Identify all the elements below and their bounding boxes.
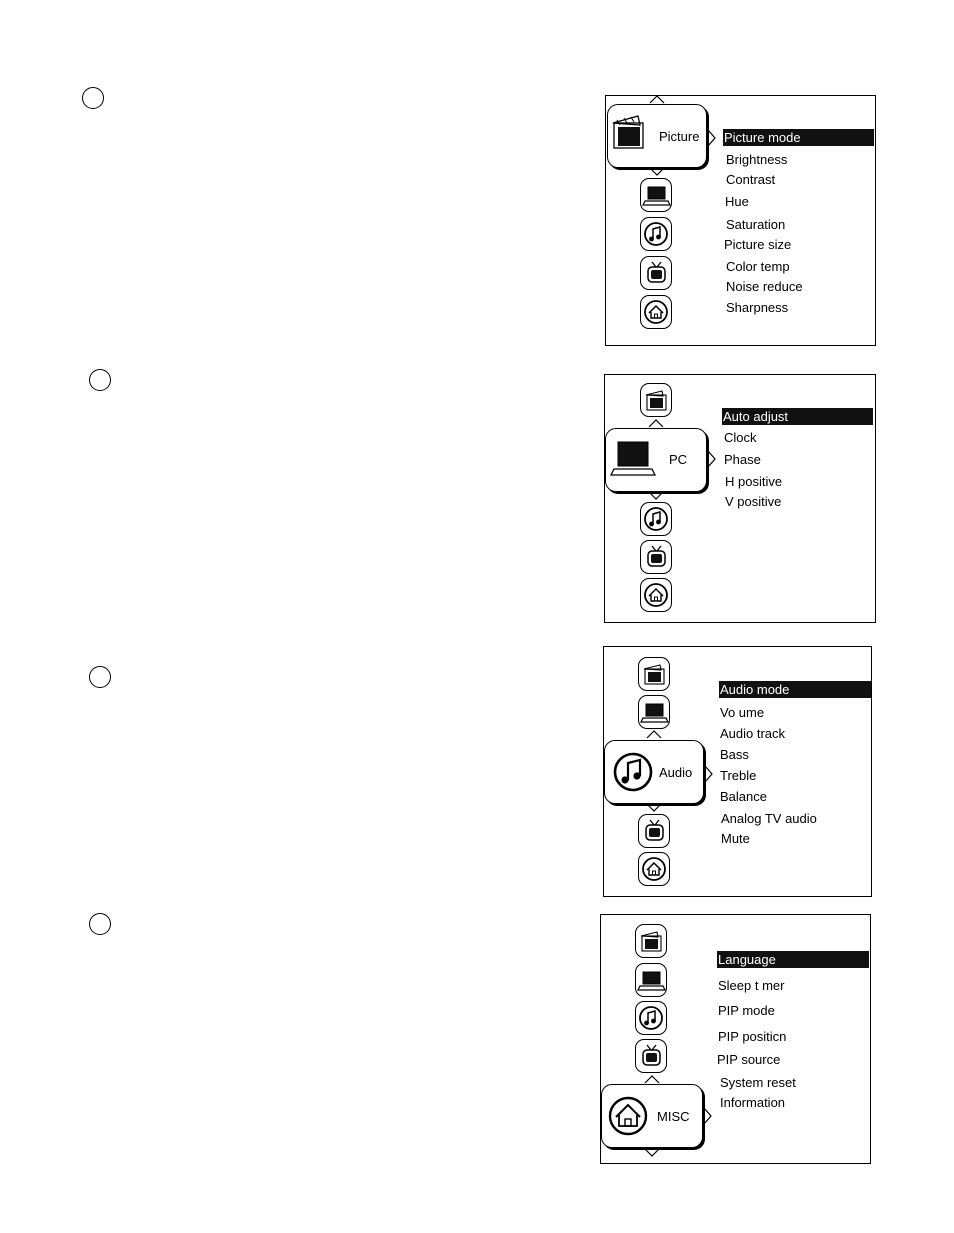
menu-item-brightness[interactable]: Brightness (726, 152, 788, 167)
tv-icon (641, 541, 673, 575)
home-icon (641, 296, 673, 330)
menu-item-sharpness[interactable]: Sharpness (726, 300, 789, 315)
laptop-icon (641, 179, 673, 213)
up-arrow-icon (647, 731, 661, 739)
category-title: MISC (657, 1109, 690, 1124)
home-icon (639, 853, 671, 887)
menu-item-auto-adjust[interactable]: Auto adjust (722, 408, 873, 425)
menu-item-language[interactable]: Language (717, 951, 869, 968)
tv-category-icon[interactable] (640, 540, 672, 574)
pc-category-icon[interactable] (640, 178, 672, 212)
menu-item-picture-mode[interactable]: Picture mode (723, 129, 874, 146)
pc-category-selected[interactable] (605, 428, 707, 492)
tv-icon (641, 257, 673, 291)
menu-item-system-reset[interactable]: System reset (720, 1075, 796, 1090)
menu-item-pip-mode[interactable]: PIP mode (718, 1003, 775, 1018)
menu-item-color-temp[interactable]: Color temp (726, 259, 790, 274)
step-bullet-1 (82, 87, 104, 109)
up-arrow-icon (645, 1076, 659, 1084)
music-note-icon (636, 1002, 668, 1036)
picture-category-icon[interactable] (638, 657, 670, 691)
menu-item-saturation[interactable]: Saturation (726, 217, 786, 232)
misc-category-icon[interactable] (640, 578, 672, 612)
up-arrow-icon (650, 96, 664, 104)
menu-item-noise-reduce[interactable]: Noise reduce (726, 279, 803, 294)
picture-category-icon[interactable] (640, 383, 672, 417)
menu-item-hue[interactable]: Hue (725, 194, 749, 209)
laptop-icon (606, 429, 666, 489)
tv-category-icon[interactable] (635, 1039, 667, 1073)
down-arrow-icon (647, 804, 661, 812)
menu-item-h-positive[interactable]: H positive (725, 474, 783, 489)
home-icon (641, 579, 673, 613)
audio-category-icon[interactable] (640, 217, 672, 251)
music-note-icon (605, 741, 665, 801)
menu-item-audio-mode[interactable]: Audio mode (719, 681, 871, 698)
menu-item-audio-track[interactable]: Audio track (720, 726, 786, 741)
picture-icon (639, 658, 671, 692)
menu-item-picture-size[interactable]: Picture size (724, 237, 792, 252)
tv-icon (636, 1040, 668, 1074)
picture-icon (636, 925, 668, 959)
menu-item-information[interactable]: Information (720, 1095, 786, 1110)
tv-icon (639, 815, 671, 849)
pc-category-icon[interactable] (635, 963, 667, 997)
step-bullet-3 (89, 666, 111, 688)
step-bullet-2 (89, 369, 111, 391)
submenu-arrow-icon (707, 130, 717, 146)
audio-category-selected[interactable] (604, 740, 704, 804)
laptop-icon (639, 696, 671, 730)
menu-item-treble[interactable]: Treble (720, 768, 757, 783)
submenu-arrow-icon (707, 451, 717, 467)
menu-item-analog-tv-audio[interactable]: Analog TV audio (721, 811, 817, 826)
category-title: PC (669, 452, 688, 467)
menu-item-v-positive[interactable]: V positive (725, 494, 782, 509)
menu-item-pip-position[interactable]: PIP positicn (718, 1029, 787, 1044)
menu-item-sleep-timer[interactable]: Sleep t mer (718, 978, 785, 993)
audio-category-icon[interactable] (640, 502, 672, 536)
music-note-icon (641, 503, 673, 537)
tv-category-icon[interactable] (638, 814, 670, 848)
laptop-icon (636, 964, 668, 998)
misc-category-selected[interactable] (601, 1084, 703, 1148)
step-bullet-4 (89, 913, 111, 935)
tv-category-icon[interactable] (640, 256, 672, 290)
menu-item-balance[interactable]: Balance (720, 789, 767, 804)
submenu-arrow-icon (703, 1108, 713, 1124)
menu-item-clock[interactable]: Clock (724, 430, 757, 445)
menu-item-bass[interactable]: Bass (720, 747, 749, 762)
misc-category-icon[interactable] (638, 852, 670, 886)
down-arrow-icon (649, 492, 663, 500)
category-title: Audio (659, 765, 693, 780)
misc-category-icon[interactable] (640, 295, 672, 329)
down-arrow-icon (645, 1149, 659, 1157)
picture-icon (641, 384, 673, 418)
audio-category-icon[interactable] (635, 1001, 667, 1035)
menu-item-phase[interactable]: Phase (724, 452, 761, 467)
category-title: Picture (659, 129, 700, 144)
menu-item-volume[interactable]: Vo ume (720, 705, 765, 720)
up-arrow-icon (649, 420, 663, 428)
music-note-icon (641, 218, 673, 252)
home-icon (602, 1085, 662, 1145)
menu-item-mute[interactable]: Mute (721, 831, 750, 846)
pc-category-icon[interactable] (638, 695, 670, 729)
submenu-arrow-icon (704, 766, 714, 782)
menu-item-contrast[interactable]: Contrast (726, 172, 776, 187)
menu-item-pip-source[interactable]: PIP source (717, 1052, 781, 1067)
picture-category-selected[interactable] (607, 104, 707, 168)
picture-category-icon[interactable] (635, 924, 667, 958)
down-arrow-icon (650, 168, 664, 176)
